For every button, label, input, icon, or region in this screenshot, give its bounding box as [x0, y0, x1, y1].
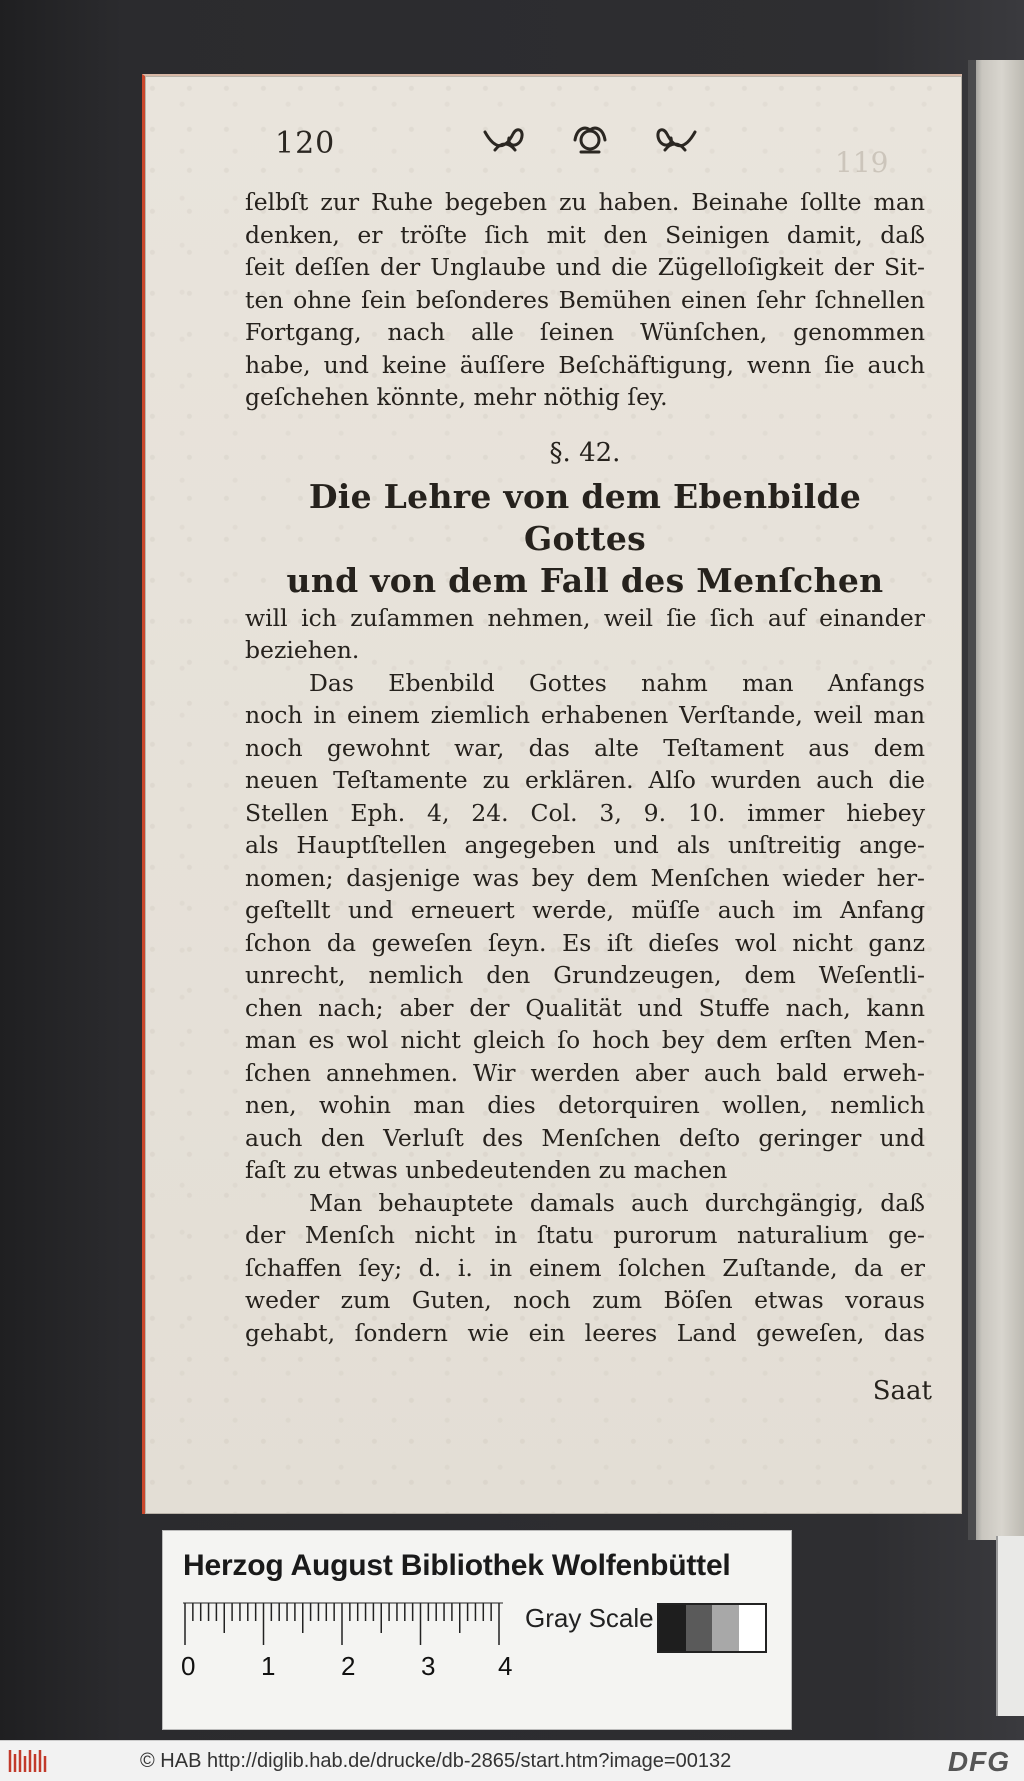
text-line: der Menſch nicht in ſtatu purorum naturalium ge- — [245, 1221, 925, 1249]
text-line: noch in einem ziemlich erhabenen Verſtande, weil man — [245, 701, 925, 729]
text-line: Das Ebenbild Gottes nahm man Anfangs — [309, 668, 925, 697]
text-line: ſchaffen ſey; d. i. in einem ſolchen Zuſtande, da er — [245, 1253, 925, 1282]
text-line: will ich zuſammen nehmen, weil ſie ſich auf einander — [245, 603, 925, 632]
gray-scale-label: Gray Scale — [525, 1603, 654, 1633]
text-line: beziehen. — [245, 636, 360, 664]
viewer-footer — [0, 1740, 1024, 1781]
text-line: ten ohne ſein beſonderes Bemühen einen ſehr ſchnellen — [245, 285, 925, 314]
text-line: habe, und keine äuſſere Beſchäftigung, wenn ſie auch — [245, 350, 925, 379]
text-line: man es wol nicht gleich ſo hoch bey dem erſten Men- — [245, 1026, 925, 1054]
ruler-number: 3 — [421, 1651, 436, 1681]
text-line: Stellen Eph. 4, 24. Col. 3, 9. 10. immer hiebey — [245, 798, 925, 827]
page-text — [245, 186, 925, 1349]
text-line: chen nach; aber der Qualität und Stuffe nach, kann — [245, 993, 925, 1022]
text-line: gehabt, ſondern wie ein leeres Land geweſen, das — [245, 1318, 925, 1347]
show-through-number: 119 — [835, 146, 889, 179]
gray-swatch-black — [659, 1605, 686, 1651]
section-heading-line: Die Lehre von dem Ebenbilde Gottes — [308, 476, 862, 558]
adjacent-label-card-edge — [996, 1536, 1024, 1716]
gray-swatch-white — [739, 1605, 766, 1651]
ruler-number: 1 — [261, 1651, 276, 1681]
text-line: ſelbſt zur Ruhe begeben zu haben. Beinahe ſollte man — [245, 188, 925, 216]
ruler-number: 2 — [341, 1651, 356, 1681]
gray-swatch-light — [712, 1605, 739, 1651]
text-line: noch gewohnt war, das alte Teſtament aus dem — [245, 733, 925, 762]
dfg-logo: DFG — [947, 1746, 1010, 1777]
page-number: 120 — [275, 126, 336, 161]
institution-name: Herzog August Bibliothek Wolfenbüttel — [183, 1549, 731, 1582]
library-scale-card — [162, 1530, 792, 1730]
catchword: Saat — [872, 1376, 932, 1406]
text-line: Fortgang, nach alle ſeinen Wünſchen, genommen — [245, 318, 925, 346]
adjacent-page-edge — [968, 60, 1024, 1540]
text-line: weder zum Guten, noch zum Böſen etwas voraus — [245, 1286, 925, 1314]
ruler-number: 0 — [181, 1651, 196, 1681]
section-number: §. 42. — [549, 437, 621, 468]
text-line: auch den Verluſt des Menſchen deſto geringer und — [245, 1123, 925, 1152]
citation-link[interactable]: © HAB http://diglib.hab.de/drucke/db-2865/start.htm?image=00132 — [140, 1749, 732, 1772]
text-line: ſchon da geweſen ſeyn. Es iſt dieſes wol nicht ganz — [245, 928, 925, 957]
text-line: Man behauptete damals auch durchgängig, daß — [309, 1188, 925, 1217]
text-line: nen, wohin man dies detorquiren wollen, nemlich — [245, 1091, 925, 1119]
page-gutter-shadow — [968, 60, 976, 1540]
printers-ornament-icon — [465, 120, 715, 160]
text-line: unrecht, nemlich den Grundzeugen, dem Weſentli- — [245, 961, 925, 989]
section-heading-line: und von dem Fall des Menſchen — [286, 560, 884, 600]
text-line: ſeit deſſen der Unglaube und die Zügelloſigkeit der Sit- — [245, 253, 925, 281]
gray-scale-swatch — [657, 1603, 767, 1653]
text-line: geſtellt und erneuert werde, müſſe auch im Anfang — [245, 896, 925, 924]
text-line: nomen; dasjenige was bey dem Menſchen wieder her- — [245, 863, 925, 892]
text-line: als Hauptſtellen angegeben und als unſtreitig ange- — [245, 831, 925, 859]
book-page — [142, 74, 962, 1514]
text-line: denken, er tröſte ſich mit den Seinigen damit, daß — [245, 220, 925, 249]
text-line: faſt zu etwas unbedeutenden zu machen — [245, 1156, 728, 1184]
hab-logo-icon — [6, 1746, 50, 1776]
gray-swatch-dark — [686, 1605, 713, 1651]
ruler-number: 4 — [498, 1651, 513, 1681]
text-line: ſchen annehmen. Wir werden aber auch bald erweh- — [245, 1058, 925, 1087]
text-line: geſchehen könnte, mehr nöthig ſey. — [245, 383, 668, 411]
text-line: neuen Teſtamente zu erklären. Alſo wurden auch die — [245, 766, 925, 794]
